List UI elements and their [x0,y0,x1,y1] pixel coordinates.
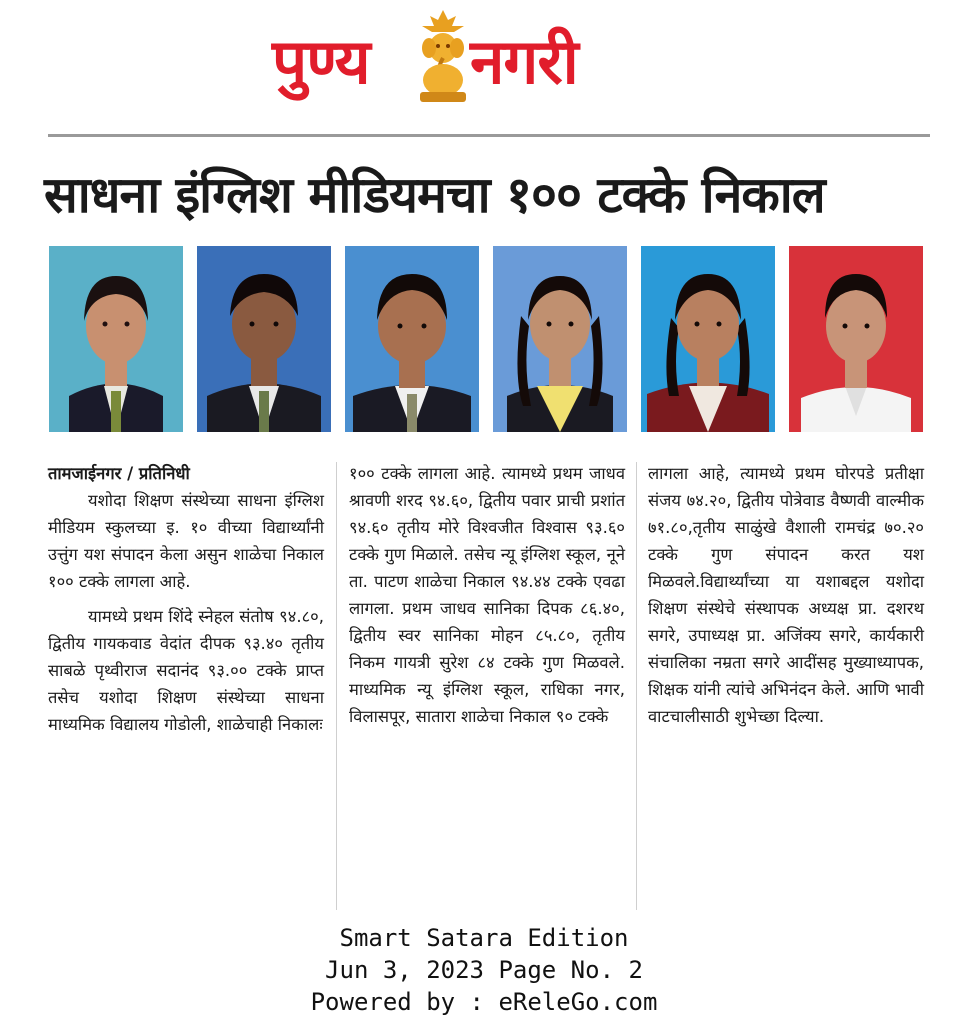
article-column-1 [48,460,324,915]
student-photo [49,246,183,432]
edition-name: Smart Satara Edition [339,924,629,952]
article-paragraph: यशोदा शिक्षण संस्थेच्या साधना इंग्लिश मीडियम स्कुलच्या इ. १० वीच्या विद्यार्थ्यांनी उत्तुंग यश संपादन केला असुन शाळेचा निकाल १०० टक्के लागला आहे. [48,491,324,591]
edition-footer [0,922,968,1018]
masthead-title-right: नगरी [470,25,578,98]
article-column-3 [648,460,924,915]
header-rule [48,134,930,137]
ganesha-logo-icon [412,8,474,108]
student-photo [345,246,479,432]
edition-date-page: Jun 3, 2023 Page No. 2 [325,956,643,984]
student-photo [197,246,331,432]
headline: साधना इंग्लिश मीडियमचा १०० टक्के निकाल [44,166,825,224]
dateline: तामजाईनगर / प्रतिनिधी [48,464,190,483]
article-paragraph: १०० टक्के लागला आहे. त्यामध्ये प्रथम जाधव श्रावणी शरद ९४.६०, द्वितीय पवार प्राची प्रशांत ९४.६० तृतीय मोरे विश्वजीत विश्वास ९३.६० टक्के गुण मिळाले. तसेच न्यू इंग्लिश स्कूल, नूने ता. पाटण शाळेचा निकाल ९४.४४ टक्के एवढा लागला. प्रथम जाधव सानिका दिपक ८६.४०, द्वितीय स्वर सानिका मोहन ८५.८०, तृतीय निकम गायत्री सुरेश ८४ टक्के गुण मिळवले. माध्यमिक न्यू इंग्लिश स्कूल, राधिका नगर, विलासपूर, सातारा शाळेचा निकाल ९० टक्के [349,464,625,726]
article-paragraph: लागला आहे, त्यामध्ये प्रथम घोरपडे प्रतीक्षा संजय ७४.२०, द्वितीय पोत्रेवाड वैष्णवी वाल्मीक ७१.८०,तृतीय साळुंखे वैशाली रामचंद्र ७०.२० टक्के गुण संपादन करत यश मिळवले.विद्यार्थ्यांच्या या यशाबद्दल यशोदा शिक्षण संस्थेचे संस्थापक अध्यक्ष प्रा. दशरथ सगरे, उपाध्यक्ष प्रा. अजिंक्य सगरे, कार्यकारी संचालिका नम्रता सगरे आदींसह मुख्याध्यापक, शिक्षक यांनी त्यांचे अभिनंदन केले. आणि भावी वाटचालीसाठी शुभेच्छा दिल्या. [648,464,924,726]
student-photo [789,246,923,432]
column-divider [336,462,337,910]
article-column-2 [349,460,625,915]
powered-by: Powered by : eReleGo.com [310,988,658,1016]
article-paragraph: यामध्ये प्रथम शिंदे स्नेहल संतोष ९४.८०, द्वितीय गायकवाड वेदांत दीपक ९३.४० तृतीय साबळे पृथ्वीराज सदानंद ९३.०० टक्के प्राप्त तसेच यशोदा शिक्षण संस्थेच्या साधना माध्यमिक विद्यालय गोडोली, शाळेचाही निकालः [48,607,324,734]
masthead [0,8,968,113]
student-photo [493,246,627,432]
masthead-title-left: पुण्य [272,25,370,98]
column-divider [636,462,637,910]
student-photos [49,246,923,432]
student-photo [641,246,775,432]
